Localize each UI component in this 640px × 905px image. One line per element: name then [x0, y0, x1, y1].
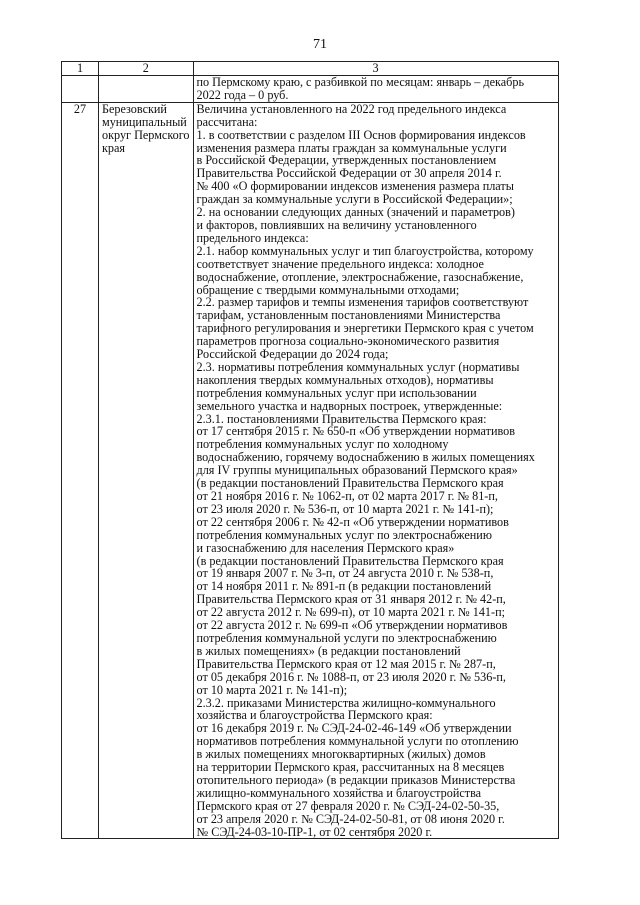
text-line: потребления коммунальной услуги по электроснабжению [196, 630, 497, 645]
text-line: (в редакции постановлений Правительства Пермского края [196, 553, 504, 568]
text-line: 2022 года – 0 руб. [196, 87, 289, 102]
text-line: жилищно-коммунального хозяйства и благоустройства [196, 785, 482, 800]
text-line: от 22 сентября 2006 г. № 42-п «Об утверждении нормативов [196, 514, 509, 529]
table-row [62, 102, 559, 839]
municipality-line: муниципальный [102, 114, 187, 129]
text-line: Правительства Пермского края от 12 мая 2015 г. № 287-п, [196, 656, 496, 671]
text-line: и газоснабжению для населения Пермского края» [196, 540, 455, 555]
text-line: 2.3.1. постановлениями Правительства Пермского края: [196, 411, 487, 426]
text-line: потребления коммунальных услуг при использовании [196, 385, 477, 400]
text-line: от 21 ноября 2016 г. № 1062-п, от 02 марта 2017 г. № 81-п, [196, 489, 498, 503]
table-header-row [62, 62, 559, 76]
text-line: № СЭД-24-03-10-ПР-1, от 02 сентября 2020 г. [196, 824, 433, 839]
text-line: 1. в соответствии с разделом III Основ формирования индексов [196, 127, 526, 142]
row-number: 27 [62, 102, 99, 839]
text-line: накопления твердых коммунальных отходов), нормативы [196, 372, 494, 387]
text-line: Российской Федерации до 2024 года; [196, 347, 389, 362]
text-line: 2.2. размер тарифов и темпы изменения тарифов соответствуют [196, 295, 529, 310]
cell-continued-text [193, 76, 558, 103]
text-line: водоснабжению, горячему водоснабжению в жилых помещениях [196, 450, 535, 465]
text-line: от 10 марта 2021 г. № 141-п); [196, 682, 348, 697]
text-line: для IV группы муниципальных образований Пермского края» [196, 463, 518, 478]
text-line: 2.3. нормативы потребления коммунальных услуг (нормативы [196, 359, 520, 374]
text-line: от 19 января 2007 г. № 3-п, от 24 августа 2010 г. № 538-п, [196, 566, 494, 581]
municipality-line: края [102, 140, 126, 155]
text-line: от 22 августа 2012 г. № 699-п «Об утверждении нормативов [196, 618, 508, 633]
text-line: изменения размера платы граждан за коммунальные услуги [196, 140, 507, 155]
text-line: от 22 августа 2012 г. № 699-п), от 10 марта 2021 г. № 141-п; [196, 605, 505, 620]
text-line: в Российской Федерации, утвержденных постановлением [196, 153, 497, 168]
cell-empty-municipality [99, 76, 194, 103]
text-line: Величина установленного на 2022 год предельного индекса [196, 102, 507, 116]
text-line: (в редакции постановлений Правительства Пермского края [196, 476, 504, 491]
text-line: № 400 «О формировании индексов изменения размера платы [196, 179, 514, 194]
index-description-cell [193, 102, 558, 839]
text-line: и факторов, повлиявших на величину установленного [196, 217, 477, 232]
text-line: обращение с твердыми коммунальными отходами; [196, 282, 460, 297]
text-line: Правительства Российской Федерации от 30 апреля 2014 г. [196, 166, 502, 181]
text-line: граждан за коммунальные услуги в Российской Федерации»; [196, 192, 513, 207]
document-table [61, 61, 559, 839]
text-line: от 05 декабря 2016 г. № 1088-п, от 23 июля 2020 г. № 536-п, [196, 669, 506, 684]
text-line: Пермского края от 27 февраля 2020 г. № СЭД-24-02-50-35, [196, 798, 500, 813]
column-header-2: 2 [99, 62, 194, 76]
text-line: 2.3.2. приказами Министерства жилищно-коммунального [196, 695, 496, 710]
text-line: 2.1. набор коммунальных услуг и тип благоустройства, которому [196, 243, 534, 258]
text-line: потребления коммунальных услуг по холодному [196, 437, 449, 452]
text-line: предельного индекса: [196, 230, 309, 245]
text-line: в жилых помещениях» (в редакции постановлений [196, 643, 461, 658]
text-line: от 14 ноября 2011 г. № 891-п (в редакции постановлений [196, 579, 492, 594]
municipality-cell [99, 102, 194, 839]
continued-text [197, 76, 555, 102]
text-line: нормативов потребления коммунальной услуги по отоплению [196, 734, 519, 749]
text-line: земельного участка и надворных построек, утвержденные: [196, 398, 503, 413]
index-description [197, 103, 555, 839]
cell-empty-number [62, 76, 99, 103]
text-line: потребления коммунальных услуг по электроснабжению [196, 527, 492, 542]
text-line: от 17 сентября 2015 г. № 650-п «Об утверждении нормативов [196, 424, 515, 439]
text-line: от 16 декабря 2019 г. № СЭД-24-02-46-149 «Об утверждении [196, 721, 512, 736]
text-line: 2. на основании следующих данных (значений и параметров) [196, 205, 515, 220]
text-line: отопительного периода» (в редакции приказов Министерства [196, 772, 516, 787]
text-line: в жилых помещениях многоквартирных (жилых) домов [196, 747, 486, 762]
text-line: тарифного регулирования и энергетики Пермского края с учетом [196, 321, 534, 336]
text-line: тарифам, установленным постановлениями Министерства [196, 308, 501, 323]
municipality-line: округ Пермского [102, 127, 190, 142]
text-line: по Пермскому краю, с разбивкой по месяцам: январь – декабрь [196, 75, 525, 89]
column-header-1: 1 [62, 62, 99, 76]
text-line: водоснабжение, отопление, электроснабжение, газоснабжение, [196, 269, 524, 284]
text-line: от 23 июля 2020 г. № 536-п, от 10 марта 2021 г. № 141-п); [196, 501, 494, 516]
text-line: от 23 апреля 2020 г. № СЭД-24-02-50-81, от 08 июня 2020 г. [196, 811, 505, 826]
text-line: соответствует значение предельного индекса: холодное [196, 256, 484, 271]
page-number: 71 [313, 37, 327, 52]
text-line: рассчитана: [196, 114, 258, 129]
municipality-name [102, 103, 190, 155]
municipality-line: Березовский [102, 102, 167, 116]
table-row-continuation [62, 76, 559, 103]
text-line: хозяйства и благоустройства Пермского края: [196, 708, 433, 723]
text-line: параметров прогноза социально-экономического развития [196, 334, 500, 349]
text-line: Правительства Пермского края от 31 января 2012 г. № 42-п, [196, 592, 506, 607]
text-line: на территории Пермского края, рассчитанных на 8 месяцев [196, 760, 505, 775]
column-header-3: 3 [193, 62, 558, 76]
